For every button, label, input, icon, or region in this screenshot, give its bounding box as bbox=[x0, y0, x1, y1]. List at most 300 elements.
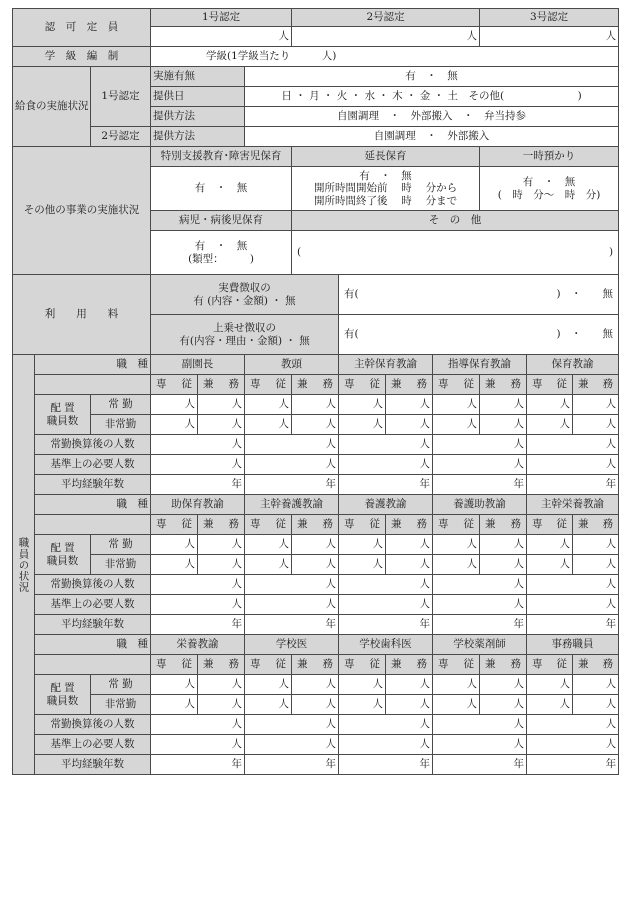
count-input[interactable]: 人 bbox=[480, 395, 527, 415]
count-input[interactable]: 人 bbox=[433, 415, 480, 435]
count-input[interactable]: 人 bbox=[386, 555, 433, 575]
sick-child-care-value[interactable] bbox=[151, 231, 292, 275]
experience-input[interactable]: 年 bbox=[339, 615, 433, 635]
full-time-chars bbox=[341, 378, 383, 390]
count-input[interactable]: 人 bbox=[433, 395, 480, 415]
lunch-row-label: 提供方法 bbox=[151, 107, 245, 127]
count-input[interactable]: 人 bbox=[527, 675, 573, 695]
char: 兼 bbox=[203, 518, 214, 531]
part-time-chars bbox=[388, 518, 430, 530]
job-type-label: 職 種 bbox=[35, 355, 151, 375]
text-line: 有 (内容・金額) ・ 無 bbox=[193, 294, 296, 307]
capacity-input-2[interactable]: 人 bbox=[292, 27, 480, 47]
count-input[interactable]: 人 bbox=[527, 535, 573, 555]
count-input[interactable]: 人 bbox=[245, 695, 292, 715]
count-input[interactable]: 人 bbox=[573, 675, 619, 695]
text-line: 職員数 bbox=[46, 554, 79, 567]
fte-input[interactable]: 人 bbox=[339, 715, 433, 735]
text-line: 有(内容・理由・金額) ・ 無 bbox=[179, 334, 310, 347]
full-time-header bbox=[527, 655, 573, 675]
count-input[interactable]: 人 bbox=[151, 415, 198, 435]
full-time-header bbox=[339, 375, 386, 395]
char: 兼 bbox=[485, 378, 496, 391]
job-title: 養護助教諭 bbox=[433, 495, 527, 515]
part-time-header bbox=[573, 515, 619, 535]
count-input[interactable]: 人 bbox=[386, 695, 433, 715]
count-input[interactable]: 人 bbox=[527, 555, 573, 575]
char: 務 bbox=[416, 378, 428, 391]
required-input[interactable]: 人 bbox=[151, 455, 245, 475]
nonregular-label: 非常勤 bbox=[91, 415, 151, 435]
placement-label bbox=[35, 675, 91, 715]
required-input[interactable]: 人 bbox=[433, 595, 527, 615]
fte-input[interactable]: 人 bbox=[339, 435, 433, 455]
text-line: 上乗せ徴収の bbox=[213, 322, 277, 335]
extended-care-label: 延長保育 bbox=[292, 147, 480, 167]
count-input[interactable]: 人 bbox=[245, 395, 292, 415]
text-line: 配 置 bbox=[50, 682, 75, 695]
lunch-row-label: 提供方法 bbox=[151, 127, 245, 147]
part-time-chars bbox=[294, 658, 336, 670]
experience-input[interactable]: 年 bbox=[151, 475, 245, 495]
char: 専 bbox=[344, 378, 355, 391]
full-time-header bbox=[151, 515, 198, 535]
count-input[interactable]: 人 bbox=[245, 675, 292, 695]
text-line: 配 置 bbox=[50, 542, 75, 555]
experience-input[interactable]: 年 bbox=[245, 615, 339, 635]
part-time-chars bbox=[388, 378, 430, 390]
char: 務 bbox=[228, 378, 240, 391]
required-input[interactable]: 人 bbox=[433, 455, 527, 475]
special-support-value[interactable]: 有 ・ 無 bbox=[151, 167, 292, 211]
count-input[interactable]: 人 bbox=[151, 555, 198, 575]
regular-label: 常 勤 bbox=[91, 535, 151, 555]
placement-label bbox=[35, 535, 91, 575]
full-time-header bbox=[339, 655, 386, 675]
experience-input[interactable]: 年 bbox=[339, 755, 433, 775]
count-input[interactable]: 人 bbox=[292, 415, 339, 435]
actual-cost-brackets bbox=[341, 288, 616, 300]
count-input[interactable]: 人 bbox=[151, 395, 198, 415]
count-input[interactable]: 人 bbox=[245, 535, 292, 555]
count-input[interactable]: 人 bbox=[151, 535, 198, 555]
count-input[interactable]: 人 bbox=[339, 415, 386, 435]
full-time-header bbox=[433, 515, 480, 535]
lunch-group1: 1号認定 bbox=[91, 67, 151, 127]
experience-input[interactable]: 年 bbox=[527, 475, 619, 495]
count-input[interactable]: 人 bbox=[573, 535, 619, 555]
char: 専 bbox=[156, 518, 167, 531]
char: 専 bbox=[156, 658, 167, 671]
char: 務 bbox=[416, 658, 428, 671]
part-time-chars bbox=[294, 518, 336, 530]
count-input[interactable]: 人 bbox=[339, 555, 386, 575]
full-time-header bbox=[433, 375, 480, 395]
experience-input[interactable]: 年 bbox=[151, 755, 245, 775]
full-time-chars bbox=[247, 518, 289, 530]
text-line: 実費徴収の bbox=[218, 282, 271, 295]
job-type-label: 職 種 bbox=[35, 635, 151, 655]
sick-child-care-label: 病児・病後児保育 bbox=[151, 211, 292, 231]
char: 兼 bbox=[578, 378, 589, 391]
full-time-chars bbox=[247, 378, 289, 390]
count-input[interactable]: 人 bbox=[573, 695, 619, 715]
lunch-group2: 2号認定 bbox=[91, 127, 151, 147]
char: 従 bbox=[275, 378, 287, 391]
count-input[interactable]: 人 bbox=[527, 695, 573, 715]
fte-input[interactable]: 人 bbox=[339, 575, 433, 595]
count-input[interactable]: 人 bbox=[573, 415, 619, 435]
part-time-header bbox=[386, 515, 433, 535]
full-time-chars bbox=[529, 378, 570, 390]
fte-input[interactable]: 人 bbox=[433, 435, 527, 455]
fte-input[interactable]: 人 bbox=[433, 575, 527, 595]
char: 専 bbox=[250, 378, 261, 391]
text-line: 開所時間開始前 時 分から bbox=[313, 182, 458, 195]
part-time-header bbox=[386, 375, 433, 395]
part-time-chars bbox=[482, 658, 524, 670]
count-input[interactable]: 人 bbox=[245, 555, 292, 575]
part-time-header bbox=[292, 515, 339, 535]
count-input[interactable]: 人 bbox=[480, 555, 527, 575]
full-time-chars bbox=[153, 658, 195, 670]
count-input[interactable]: 人 bbox=[339, 675, 386, 695]
required-input[interactable]: 人 bbox=[527, 595, 619, 615]
count-input[interactable]: 人 bbox=[480, 535, 527, 555]
text-line: 有 ・ 無 bbox=[194, 240, 248, 253]
capacity-input-1[interactable]: 人 bbox=[151, 27, 292, 47]
experience-input[interactable]: 年 bbox=[339, 475, 433, 495]
count-input[interactable]: 人 bbox=[339, 395, 386, 415]
full-time-chars bbox=[247, 658, 289, 670]
count-input[interactable]: 人 bbox=[339, 695, 386, 715]
count-input[interactable]: 人 bbox=[198, 535, 245, 555]
full-time-header bbox=[151, 375, 198, 395]
char: 従 bbox=[556, 658, 568, 671]
experience-label: 平均経験年数 bbox=[35, 475, 151, 495]
char: 従 bbox=[275, 658, 287, 671]
part-time-header bbox=[480, 375, 527, 395]
text-line: ( 時 分～ 時 分) bbox=[497, 188, 601, 201]
fte-label: 常勤換算後の人数 bbox=[35, 715, 151, 735]
part-time-header bbox=[386, 655, 433, 675]
char: 従 bbox=[556, 378, 568, 391]
count-input[interactable]: 人 bbox=[386, 415, 433, 435]
misc-value[interactable] bbox=[292, 231, 619, 275]
full-time-chars bbox=[435, 658, 477, 670]
capacity-label: 認 可 定 員 bbox=[13, 9, 151, 47]
temporary-care-value[interactable] bbox=[480, 167, 619, 211]
count-input[interactable]: 人 bbox=[198, 395, 245, 415]
count-input[interactable]: 人 bbox=[198, 415, 245, 435]
blank-cell bbox=[35, 515, 151, 535]
count-input[interactable]: 人 bbox=[198, 555, 245, 575]
count-input[interactable]: 人 bbox=[386, 395, 433, 415]
char: 務 bbox=[322, 378, 334, 391]
required-input[interactable]: 人 bbox=[245, 735, 339, 755]
part-time-header bbox=[573, 375, 619, 395]
temporary-care-label: 一時預かり bbox=[480, 147, 619, 167]
nonregular-label: 非常勤 bbox=[91, 555, 151, 575]
misc-brackets bbox=[294, 246, 616, 258]
char: 従 bbox=[181, 518, 193, 531]
count-input[interactable]: 人 bbox=[198, 695, 245, 715]
fte-input[interactable]: 人 bbox=[245, 575, 339, 595]
part-time-chars bbox=[575, 658, 616, 670]
char: 専 bbox=[250, 518, 261, 531]
count-input[interactable]: 人 bbox=[151, 675, 198, 695]
char: 専 bbox=[344, 658, 355, 671]
nonregular-label: 非常勤 bbox=[91, 695, 151, 715]
char: 従 bbox=[181, 658, 193, 671]
count-input[interactable]: 人 bbox=[245, 415, 292, 435]
char: 兼 bbox=[297, 658, 308, 671]
char: 務 bbox=[602, 518, 614, 531]
placement-label bbox=[35, 395, 91, 435]
part-time-chars bbox=[200, 658, 242, 670]
class-org-value[interactable]: 学級(1学級当たり 人) bbox=[151, 47, 619, 67]
count-input[interactable]: 人 bbox=[339, 535, 386, 555]
actual-cost-label bbox=[151, 275, 339, 315]
capacity-col-3: 3号認定 bbox=[480, 9, 619, 27]
fte-input[interactable]: 人 bbox=[245, 715, 339, 735]
char: 専 bbox=[250, 658, 261, 671]
char: 従 bbox=[369, 378, 381, 391]
job-title: 指導保育教諭 bbox=[433, 355, 527, 375]
count-input[interactable]: 人 bbox=[198, 675, 245, 695]
required-input[interactable]: 人 bbox=[339, 455, 433, 475]
part-time-chars bbox=[200, 518, 242, 530]
text-line: 開所時間終了後 時 分まで bbox=[313, 194, 458, 207]
job-type-label: 職 種 bbox=[35, 495, 151, 515]
required-input[interactable]: 人 bbox=[527, 735, 619, 755]
fte-input[interactable]: 人 bbox=[151, 435, 245, 455]
char: 兼 bbox=[391, 518, 402, 531]
char: 専 bbox=[532, 658, 543, 671]
part-time-chars bbox=[482, 378, 524, 390]
count-input[interactable]: 人 bbox=[433, 675, 480, 695]
experience-input[interactable]: 年 bbox=[245, 475, 339, 495]
experience-input[interactable]: 年 bbox=[245, 755, 339, 775]
full-time-header bbox=[527, 375, 573, 395]
required-input[interactable]: 人 bbox=[151, 735, 245, 755]
lunch-row-label: 提供日 bbox=[151, 87, 245, 107]
capacity-input-3[interactable]: 人 bbox=[480, 27, 619, 47]
fte-input[interactable]: 人 bbox=[527, 715, 619, 735]
surcharge-brackets bbox=[341, 328, 616, 340]
required-input[interactable]: 人 bbox=[245, 595, 339, 615]
job-title: 養護教諭 bbox=[339, 495, 433, 515]
required-input[interactable]: 人 bbox=[151, 595, 245, 615]
count-input[interactable]: 人 bbox=[480, 695, 527, 715]
experience-label: 平均経験年数 bbox=[35, 755, 151, 775]
required-label: 基準上の必要人数 bbox=[35, 595, 151, 615]
char: 従 bbox=[556, 518, 568, 531]
char: 兼 bbox=[485, 658, 496, 671]
char: 専 bbox=[344, 518, 355, 531]
experience-input[interactable]: 年 bbox=[527, 615, 619, 635]
required-label: 基準上の必要人数 bbox=[35, 735, 151, 755]
required-input[interactable]: 人 bbox=[339, 595, 433, 615]
lunch-method2-value[interactable]: 自園調理 ・ 外部搬入 bbox=[245, 127, 619, 147]
surcharge-close: ) ・ 無 bbox=[556, 328, 614, 341]
lunch-row-label: 実施有無 bbox=[151, 67, 245, 87]
count-input[interactable]: 人 bbox=[386, 675, 433, 695]
text-line: 配 置 bbox=[50, 402, 75, 415]
char: 務 bbox=[228, 518, 240, 531]
char: 務 bbox=[602, 378, 614, 391]
char: 兼 bbox=[297, 378, 308, 391]
fees-label: 利 用 料 bbox=[13, 275, 151, 355]
job-title: 栄養教諭 bbox=[151, 635, 245, 655]
actual-cost-value[interactable] bbox=[339, 275, 619, 315]
fte-input[interactable]: 人 bbox=[527, 575, 619, 595]
fte-input[interactable]: 人 bbox=[151, 575, 245, 595]
lunch-days-value[interactable]: 日 ・ 月 ・ 火 ・ 水 ・ 木 ・ 金 ・ 土 その他( ) bbox=[245, 87, 619, 107]
fte-input[interactable]: 人 bbox=[527, 435, 619, 455]
lunch-method1-value[interactable]: 自園調理 ・ 外部搬入 ・ 弁当持参 bbox=[245, 107, 619, 127]
job-title: 保育教諭 bbox=[527, 355, 619, 375]
count-input[interactable]: 人 bbox=[480, 415, 527, 435]
char: 専 bbox=[438, 378, 449, 391]
char: 兼 bbox=[578, 658, 589, 671]
text-line: 職員数 bbox=[46, 414, 79, 427]
part-time-header bbox=[198, 655, 245, 675]
experience-input[interactable]: 年 bbox=[151, 615, 245, 635]
text-line: 職員数 bbox=[46, 694, 79, 707]
char: 従 bbox=[463, 378, 475, 391]
part-time-header bbox=[573, 655, 619, 675]
job-title: 主幹栄養教諭 bbox=[527, 495, 619, 515]
char: 務 bbox=[510, 378, 522, 391]
job-title: 副園長 bbox=[151, 355, 245, 375]
count-input[interactable]: 人 bbox=[151, 695, 198, 715]
char: 兼 bbox=[391, 378, 402, 391]
full-time-chars bbox=[153, 518, 195, 530]
char: 兼 bbox=[203, 658, 214, 671]
surcharge-label bbox=[151, 315, 339, 355]
count-input[interactable]: 人 bbox=[292, 555, 339, 575]
part-time-chars bbox=[575, 518, 616, 530]
char: 従 bbox=[369, 518, 381, 531]
count-input[interactable]: 人 bbox=[292, 675, 339, 695]
part-time-header bbox=[292, 655, 339, 675]
fte-label: 常勤換算後の人数 bbox=[35, 575, 151, 595]
experience-input[interactable]: 年 bbox=[433, 475, 527, 495]
required-input[interactable]: 人 bbox=[339, 735, 433, 755]
job-title: 学校薬剤師 bbox=[433, 635, 527, 655]
count-input[interactable]: 人 bbox=[292, 695, 339, 715]
required-input[interactable]: 人 bbox=[245, 455, 339, 475]
count-input[interactable]: 人 bbox=[292, 395, 339, 415]
char: 兼 bbox=[485, 518, 496, 531]
regular-label: 常 勤 bbox=[91, 395, 151, 415]
part-time-header bbox=[480, 515, 527, 535]
required-label: 基準上の必要人数 bbox=[35, 455, 151, 475]
char: 兼 bbox=[203, 378, 214, 391]
full-time-chars bbox=[435, 518, 477, 530]
text-line: 有 ・ 無 bbox=[522, 176, 576, 189]
job-title: 助保育教諭 bbox=[151, 495, 245, 515]
fte-input[interactable]: 人 bbox=[245, 435, 339, 455]
count-input[interactable]: 人 bbox=[386, 535, 433, 555]
other-services-label: その他の事業の実施状況 bbox=[13, 147, 151, 275]
char: 務 bbox=[322, 518, 334, 531]
job-title: 学校歯科医 bbox=[339, 635, 433, 655]
fte-input[interactable]: 人 bbox=[433, 715, 527, 735]
fte-input[interactable]: 人 bbox=[151, 715, 245, 735]
blank-cell bbox=[35, 375, 151, 395]
full-time-header bbox=[245, 375, 292, 395]
char: 務 bbox=[602, 658, 614, 671]
part-time-header bbox=[198, 375, 245, 395]
special-support-label: 特別支援教育･障害児保育 bbox=[151, 147, 292, 167]
fte-label: 常勤換算後の人数 bbox=[35, 435, 151, 455]
lunch-presence-value[interactable]: 有 ・ 無 bbox=[245, 67, 619, 87]
full-time-header bbox=[151, 655, 198, 675]
part-time-chars bbox=[482, 518, 524, 530]
char: 務 bbox=[510, 658, 522, 671]
count-input[interactable]: 人 bbox=[573, 395, 619, 415]
count-input[interactable]: 人 bbox=[527, 395, 573, 415]
char: 務 bbox=[510, 518, 522, 531]
full-time-header bbox=[527, 515, 573, 535]
count-input[interactable]: 人 bbox=[292, 535, 339, 555]
experience-input[interactable]: 年 bbox=[433, 755, 527, 775]
part-time-chars bbox=[388, 658, 430, 670]
char: 兼 bbox=[391, 658, 402, 671]
count-input[interactable]: 人 bbox=[573, 555, 619, 575]
count-input[interactable]: 人 bbox=[480, 675, 527, 695]
full-time-chars bbox=[435, 378, 477, 390]
job-title: 教頭 bbox=[245, 355, 339, 375]
experience-input[interactable]: 年 bbox=[433, 615, 527, 635]
char: 従 bbox=[369, 658, 381, 671]
part-time-header bbox=[292, 375, 339, 395]
required-input[interactable]: 人 bbox=[527, 455, 619, 475]
char: 専 bbox=[156, 378, 167, 391]
surcharge-value[interactable] bbox=[339, 315, 619, 355]
char: 従 bbox=[463, 518, 475, 531]
experience-input[interactable]: 年 bbox=[527, 755, 619, 775]
extended-care-value[interactable] bbox=[292, 167, 480, 211]
full-time-chars bbox=[341, 658, 383, 670]
class-org-label: 学 級 編 制 bbox=[13, 47, 151, 67]
count-input[interactable]: 人 bbox=[433, 555, 480, 575]
experience-label: 平均経験年数 bbox=[35, 615, 151, 635]
regular-label: 常 勤 bbox=[91, 675, 151, 695]
char: 兼 bbox=[297, 518, 308, 531]
full-time-chars bbox=[529, 518, 570, 530]
required-input[interactable]: 人 bbox=[433, 735, 527, 755]
char: 専 bbox=[438, 658, 449, 671]
text-line: (類型： ) bbox=[188, 252, 255, 265]
job-title: 事務職員 bbox=[527, 635, 619, 655]
count-input[interactable]: 人 bbox=[527, 415, 573, 435]
full-time-header bbox=[245, 515, 292, 535]
char: 専 bbox=[438, 518, 449, 531]
part-time-header bbox=[480, 655, 527, 675]
full-time-chars bbox=[341, 518, 383, 530]
job-title: 学校医 bbox=[245, 635, 339, 655]
char: 従 bbox=[275, 518, 287, 531]
actual-cost-close: ) ・ 無 bbox=[556, 288, 614, 301]
count-input[interactable]: 人 bbox=[433, 695, 480, 715]
misc-close: ) bbox=[608, 246, 614, 259]
misc-label: そ の 他 bbox=[292, 211, 619, 231]
char: 務 bbox=[322, 658, 334, 671]
count-input[interactable]: 人 bbox=[433, 535, 480, 555]
